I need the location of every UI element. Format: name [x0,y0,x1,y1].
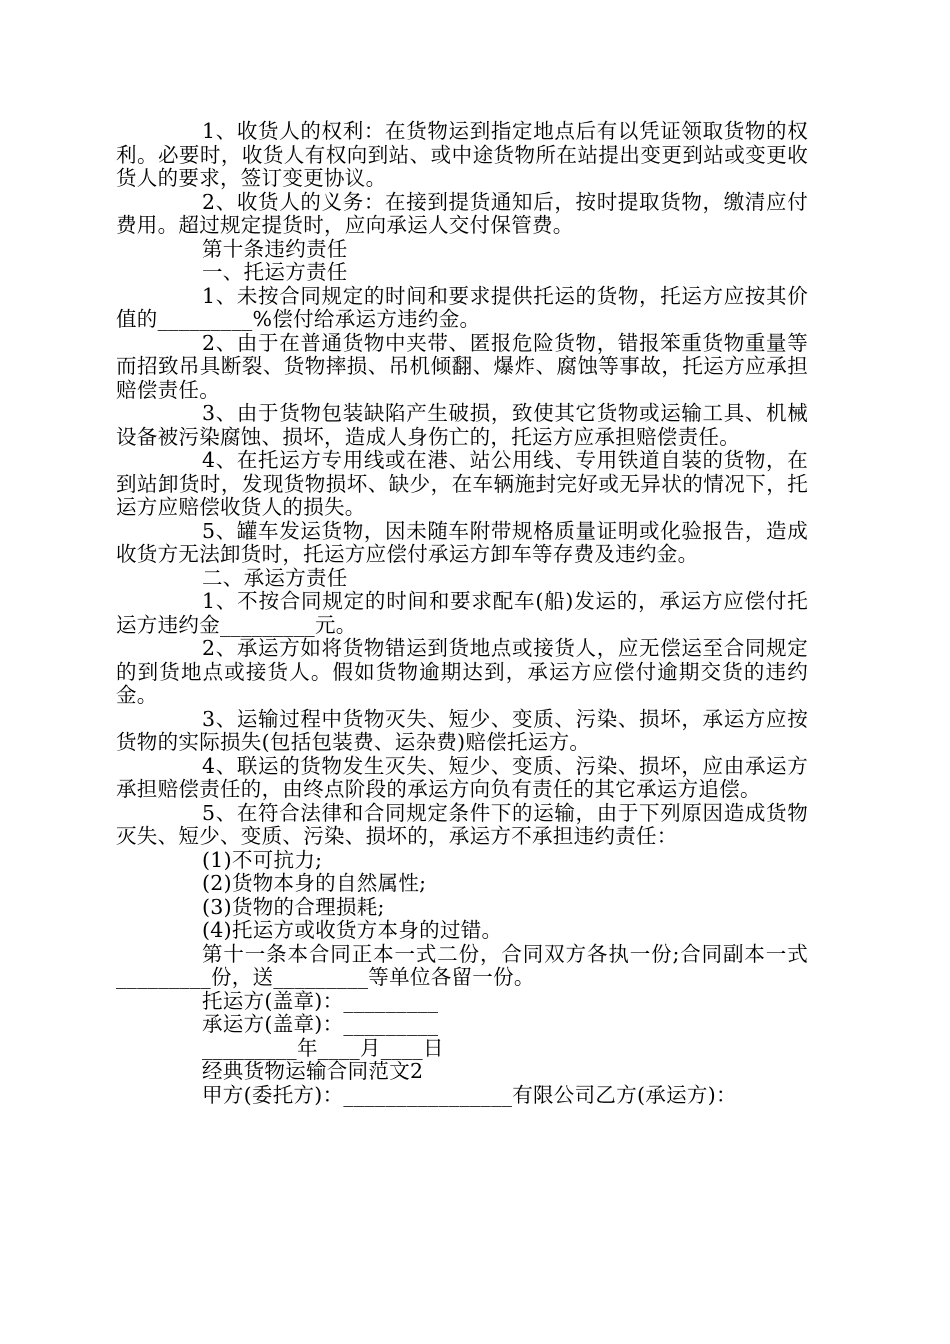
carrier-liability-heading: 二、承运方责任 [202,565,348,590]
date-line: _________年____月____日 [202,1035,444,1060]
party-a-line: 甲方(委托方)：________________有限公司乙方(承运方)： [202,1082,737,1107]
shipper-liability-2: 2、由于在普通货物中夹带、匿报危险货物，错报笨重货物重量等而招致吊具断裂、货物摔损、吊机倾翻、爆炸、腐蚀等事故，托运方应承担赔偿责任。 [116,330,808,402]
shipper-liability-4: 4、在托运方专用线或在港、站公用线、专用铁道自装的货物，在到站卸货时，发现货物损坏、缺少，在车辆施封完好或无异状的情况下，托运方应赔偿收货人的损失。 [116,448,808,519]
article-11: 第十一条本合同正本一式二份，合同双方各执一份;合同副本一式_________份，送_________等单位各留一份。 [116,941,808,989]
carrier-liability-1: 1、不按合同规定的时间和要求配车(船)发运的，承运方应偿付托运方违约金_________元。 [116,589,808,637]
shipper-liability-5: 5、罐车发运货物，因未随车附带规格质量证明或化验报告，造成收货方无法卸货时，托运方应偿付承运方卸车等存费及违约金。 [116,518,808,566]
carrier-liability-4: 4、联运的货物发生灭失、短少、变质、污染、损坏，应由承运方承担赔偿责任的，由终点阶段的承运方向负有责任的其它承运方追偿。 [116,753,808,801]
carrier-liability-2: 2、承运方如将货物错运到货地点或接货人，应无偿运至合同规定的到货地点或接货人。假如货物逾期达到，承运方应偿付逾期交货的违约金。 [116,636,808,707]
sample-2-title: 经典货物运输合同范文2 [202,1059,424,1083]
shipper-liability-3: 3、由于货物包装缺陷产生破损，致使其它货物或运输工具、机械设备被污染腐蚀、损坏，造成人身伤亡的，托运方应承担赔偿责任。 [116,401,808,449]
carrier-seal-line: 承运方(盖章)：_________ [202,1012,439,1036]
carrier-liability-3: 3、运输过程中货物灭失、短少、变质、污染、损坏，承运方应按货物的实际损失(包括包装费、运杂费)赔偿托运方。 [116,706,808,754]
exemption-item-4: (4)托运方或收货方本身的过错。 [202,918,503,942]
exemption-item-3: (3)货物的合理损耗; [202,894,385,919]
shipper-seal-line: 托运方(盖章)：_________ [202,988,439,1013]
article-10-heading: 第十条违约责任 [202,236,348,261]
consignee-rights: 1、收货人的权利：在货物运到指定地点后有以凭证领取货物的权利。必要时，收货人有权向到站、或中途货物所在站提出变更到站或变更收货人的要求，签订变更协议。 [116,119,808,190]
consignee-duties: 2、收货人的义务：在接到提货通知后，按时提取货物，缴清应付费用。超过规定提货时，应向承运人交付保管费。 [116,189,808,237]
exemption-item-2: (2)货物本身的自然属性; [202,871,427,895]
shipper-liability-heading: 一、托运方责任 [202,260,348,284]
carrier-liability-5: 5、在符合法律和合同规定条件下的运输，由于下列原因造成货物灭失、短少、变质、污染、损坏的，承运方不承担违约责任： [116,800,808,848]
shipper-liability-1: 1、未按合同规定的时间和要求提供托运的货物，托运方应按其价值的_________%偿付给承运方违约金。 [116,283,808,331]
exemption-item-1: (1)不可抗力; [202,847,323,872]
